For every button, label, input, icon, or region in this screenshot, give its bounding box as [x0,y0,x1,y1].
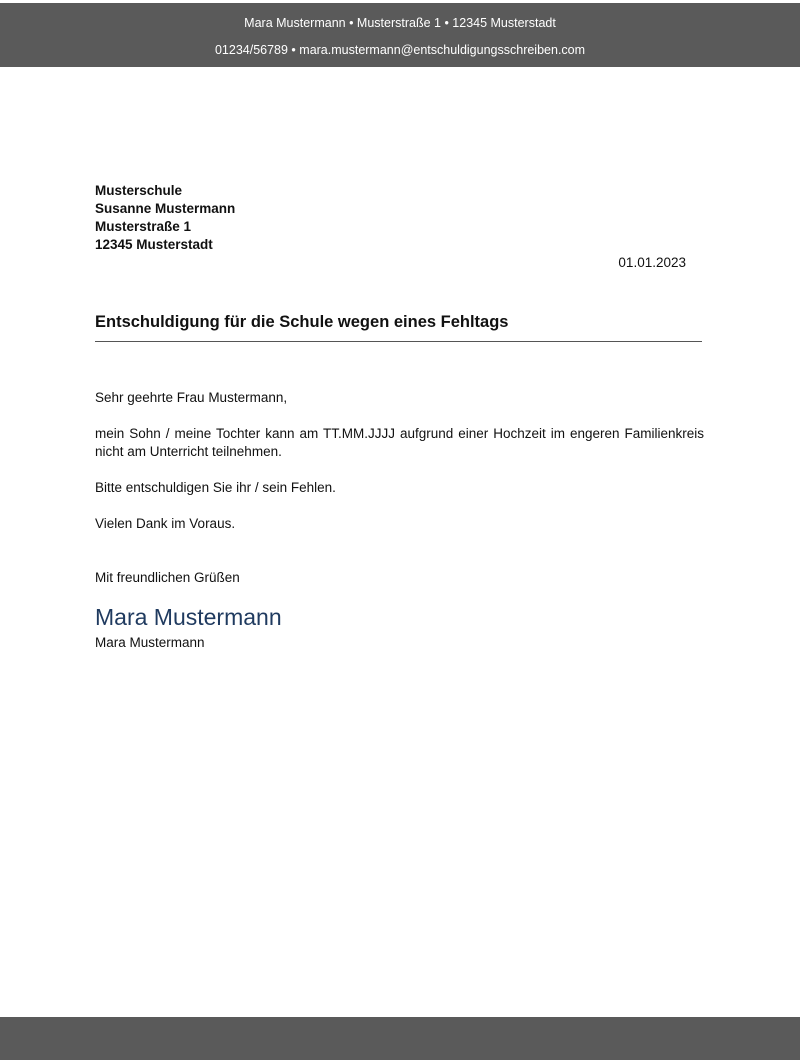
closing: Mit freundlichen Grüßen [95,570,240,585]
recipient-street: Musterstraße 1 [95,219,192,234]
footer-bar [0,1017,800,1060]
header-bar [0,3,800,67]
signer-name: Mara Mustermann [95,635,205,650]
body-paragraph-1: mein Sohn / meine Tochter kann am TT.MM.JJJJ aufgrund einer Hochzeit im engeren Familienkreis nicht am Unterricht teilnehmen. [95,426,704,459]
body-paragraph-3: Vielen Dank im Voraus. [95,516,236,531]
letter-subject: Entschuldigung für die Schule wegen eines Fehltags [95,313,509,331]
sender-address: Mara Mustermann • Musterstraße 1 • 12345 Musterstadt [244,16,556,30]
letter-date: 01.01.2023 [618,255,686,270]
recipient-address-block [95,182,235,254]
recipient-organization: Musterschule [95,183,183,198]
signature: Mara Mustermann [95,604,282,630]
recipient-name: Susanne Mustermann [95,201,236,216]
recipient-city: 12345 Musterstadt [95,237,213,252]
body-paragraph-2: Bitte entschuldigen Sie ihr / sein Fehlen. [95,480,336,495]
sender-contact: 01234/56789 • mara.mustermann@entschuldigungsschreiben.com [214,43,586,57]
salutation: Sehr geehrte Frau Mustermann, [95,390,288,405]
subject-divider [95,341,702,342]
